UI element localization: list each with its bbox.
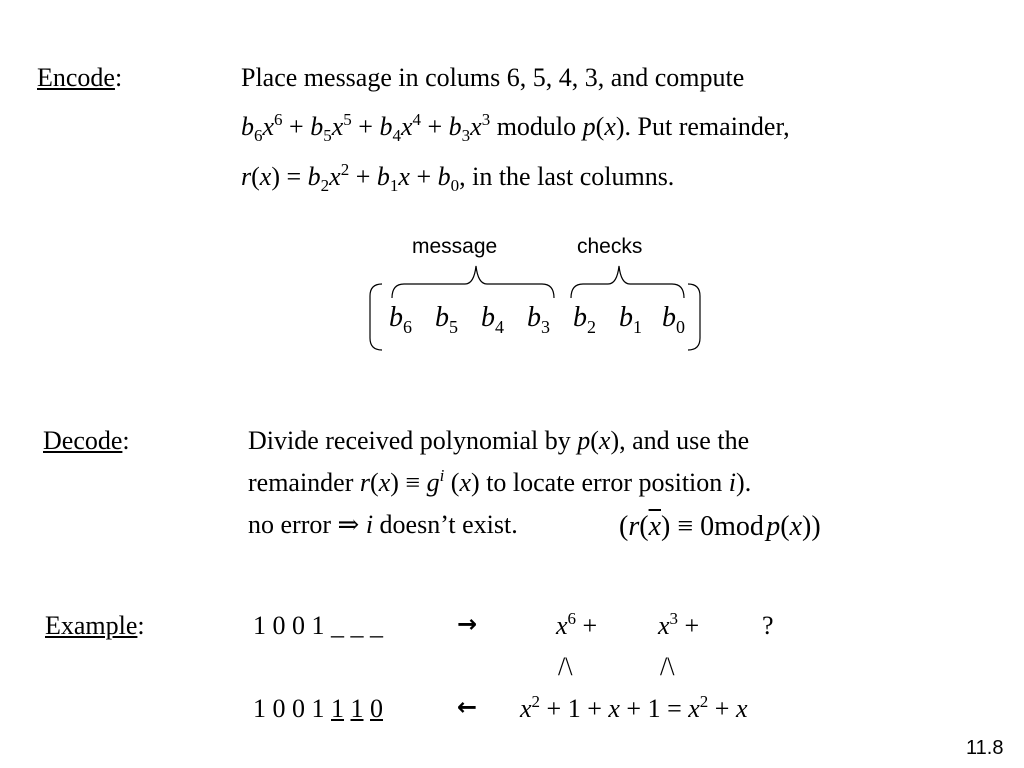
example-row1-term-x3: $x^3$ + <box>658 609 700 640</box>
encode-line-1: Place message in colums 6, 5, 4, 3, and compute <box>241 63 745 92</box>
message-label: message <box>412 235 498 258</box>
bit-b1: $b_1$ <box>619 302 642 337</box>
encode-line-3: $r(x) = b_2x^2 + b_1x + b_0$, in the last columns. <box>241 160 675 195</box>
bit-b5: $b_5$ <box>435 302 458 337</box>
example-row1-bits: 1 0 0 1 _ _ _ <box>253 611 383 640</box>
message-brace <box>392 266 554 298</box>
vector-right-paren <box>688 284 700 350</box>
bit-b0: $b_0$ <box>662 302 685 337</box>
decode-line-3: no error ⇒ i doesn’t exist. <box>248 510 518 539</box>
decode-label: Decode <box>43 426 123 455</box>
checks-label: checks <box>577 235 643 258</box>
example-heading: Example: <box>45 611 145 640</box>
encode-label: Encode <box>37 63 115 92</box>
page-number: 11.8 <box>966 737 1004 759</box>
example-row1-question: ? <box>762 611 774 640</box>
arrow-right-icon: → <box>457 610 478 638</box>
example-hat-2: /\ <box>660 652 675 681</box>
checks-brace <box>571 266 684 298</box>
bit-b2: $b_2$ <box>573 302 596 337</box>
encode-line-2: $b_6x^6 + b_5x^5 + b_4x^4 + b_3x^3$ modulo p(x). Put remainder, <box>241 110 790 145</box>
decode-formula: ($r(\overline{x}) \equiv 0mod$ p(x)) <box>619 511 821 542</box>
decode-line-1: Divide received polynomial by p(x), and use the <box>248 426 750 455</box>
example-row1-term-x6: $x^6$ + <box>556 609 598 640</box>
decode-heading: Decode: <box>43 426 130 455</box>
encode-heading: Encode: <box>37 63 123 92</box>
example-row3-bits: 1 0 0 1 1 1 0 <box>253 694 383 723</box>
example-row3-equation: $x^2 + 1 + x + 1 = x^2 + x$ <box>520 692 748 723</box>
decode-line-2: remainder $r(x) \equiv g^i$ (x) to locate error position i). <box>248 466 752 497</box>
implies-arrow: ⇒ <box>337 510 360 539</box>
bit-b3: $b_3$ <box>527 302 550 337</box>
example-hat-1: /\ <box>558 652 573 681</box>
vector-left-paren <box>370 284 382 350</box>
bit-b4: $b_4$ <box>481 302 504 337</box>
arrow-left-icon: ← <box>457 693 478 721</box>
example-label: Example <box>45 611 138 640</box>
bit-b6: $b_6$ <box>389 302 412 337</box>
